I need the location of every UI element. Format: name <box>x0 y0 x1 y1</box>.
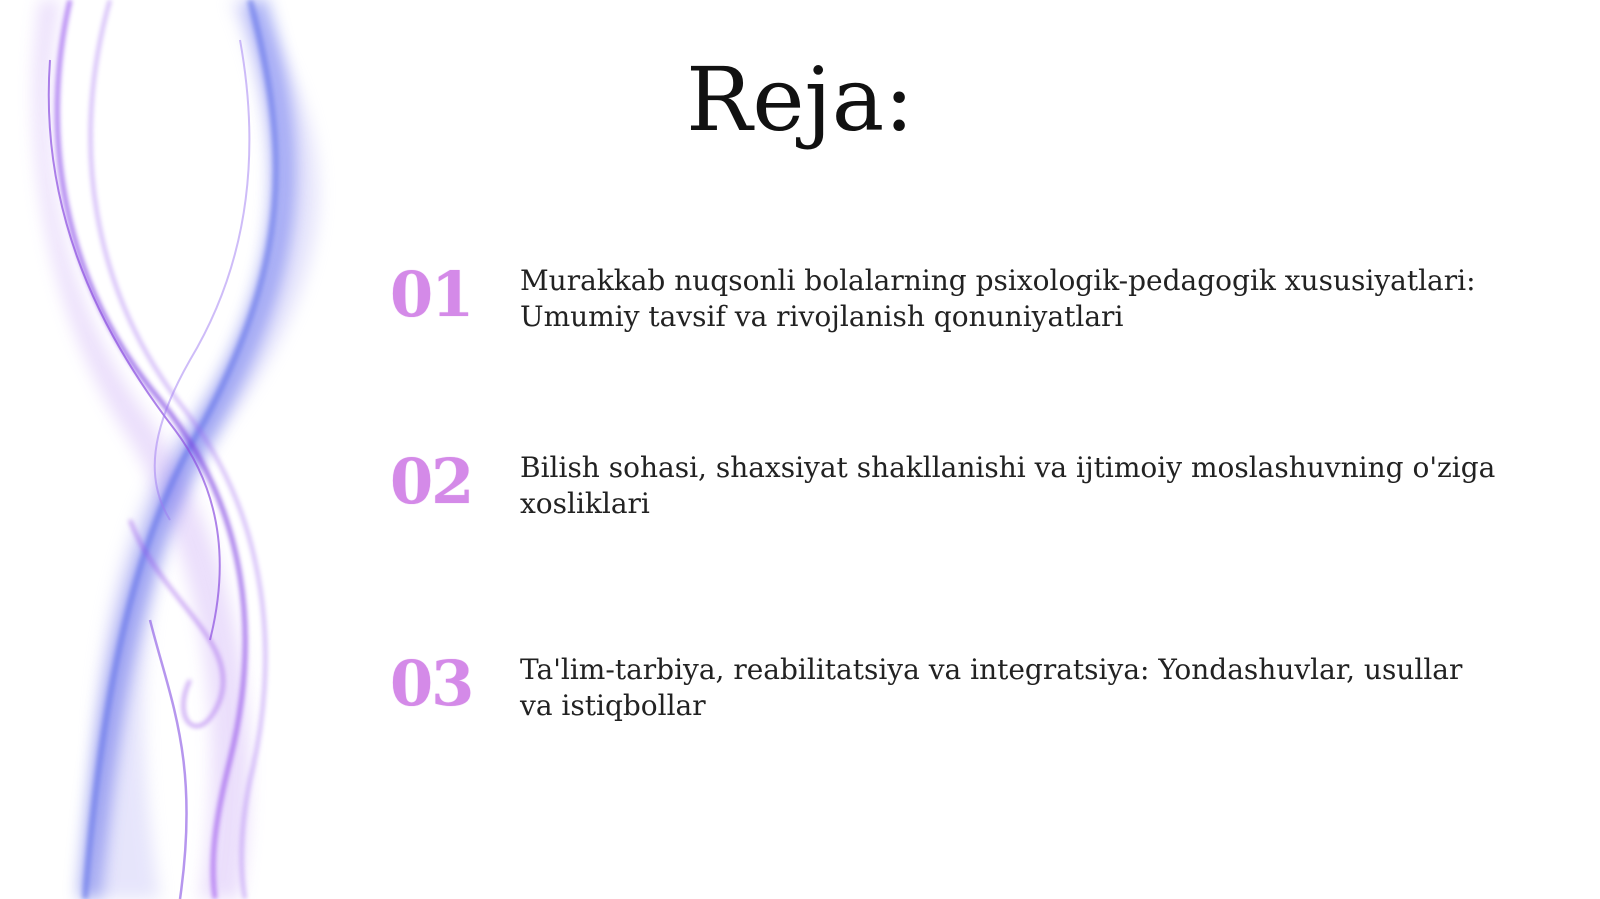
plan-item-01 <box>390 255 1510 345</box>
slide-title: Reja: <box>686 48 914 151</box>
plan-item-number: 01 <box>390 258 473 331</box>
plan-item-03 <box>390 644 1510 734</box>
plan-item-number: 02 <box>390 445 473 518</box>
plan-item-number: 03 <box>390 647 473 720</box>
plan-item-02 <box>390 442 1510 532</box>
plan-item-text: Murakkab nuqsonli bolalarning psixologik-pedagogik xususiyatlari: Umumiy tavsif va rivojlanish qonuniyatlari <box>520 264 1476 333</box>
plan-item-text: Bilish sohasi, shaxsiyat shakllanishi va ijtimoiy moslashuvning o'ziga xosliklari <box>520 451 1496 520</box>
purple-smoke-ribbon-decoration <box>0 0 400 899</box>
plan-item-text: Ta'lim-tarbiya, reabilitatsiya va integratsiya: Yondashuvlar, usullar va istiqbollar <box>520 653 1463 722</box>
